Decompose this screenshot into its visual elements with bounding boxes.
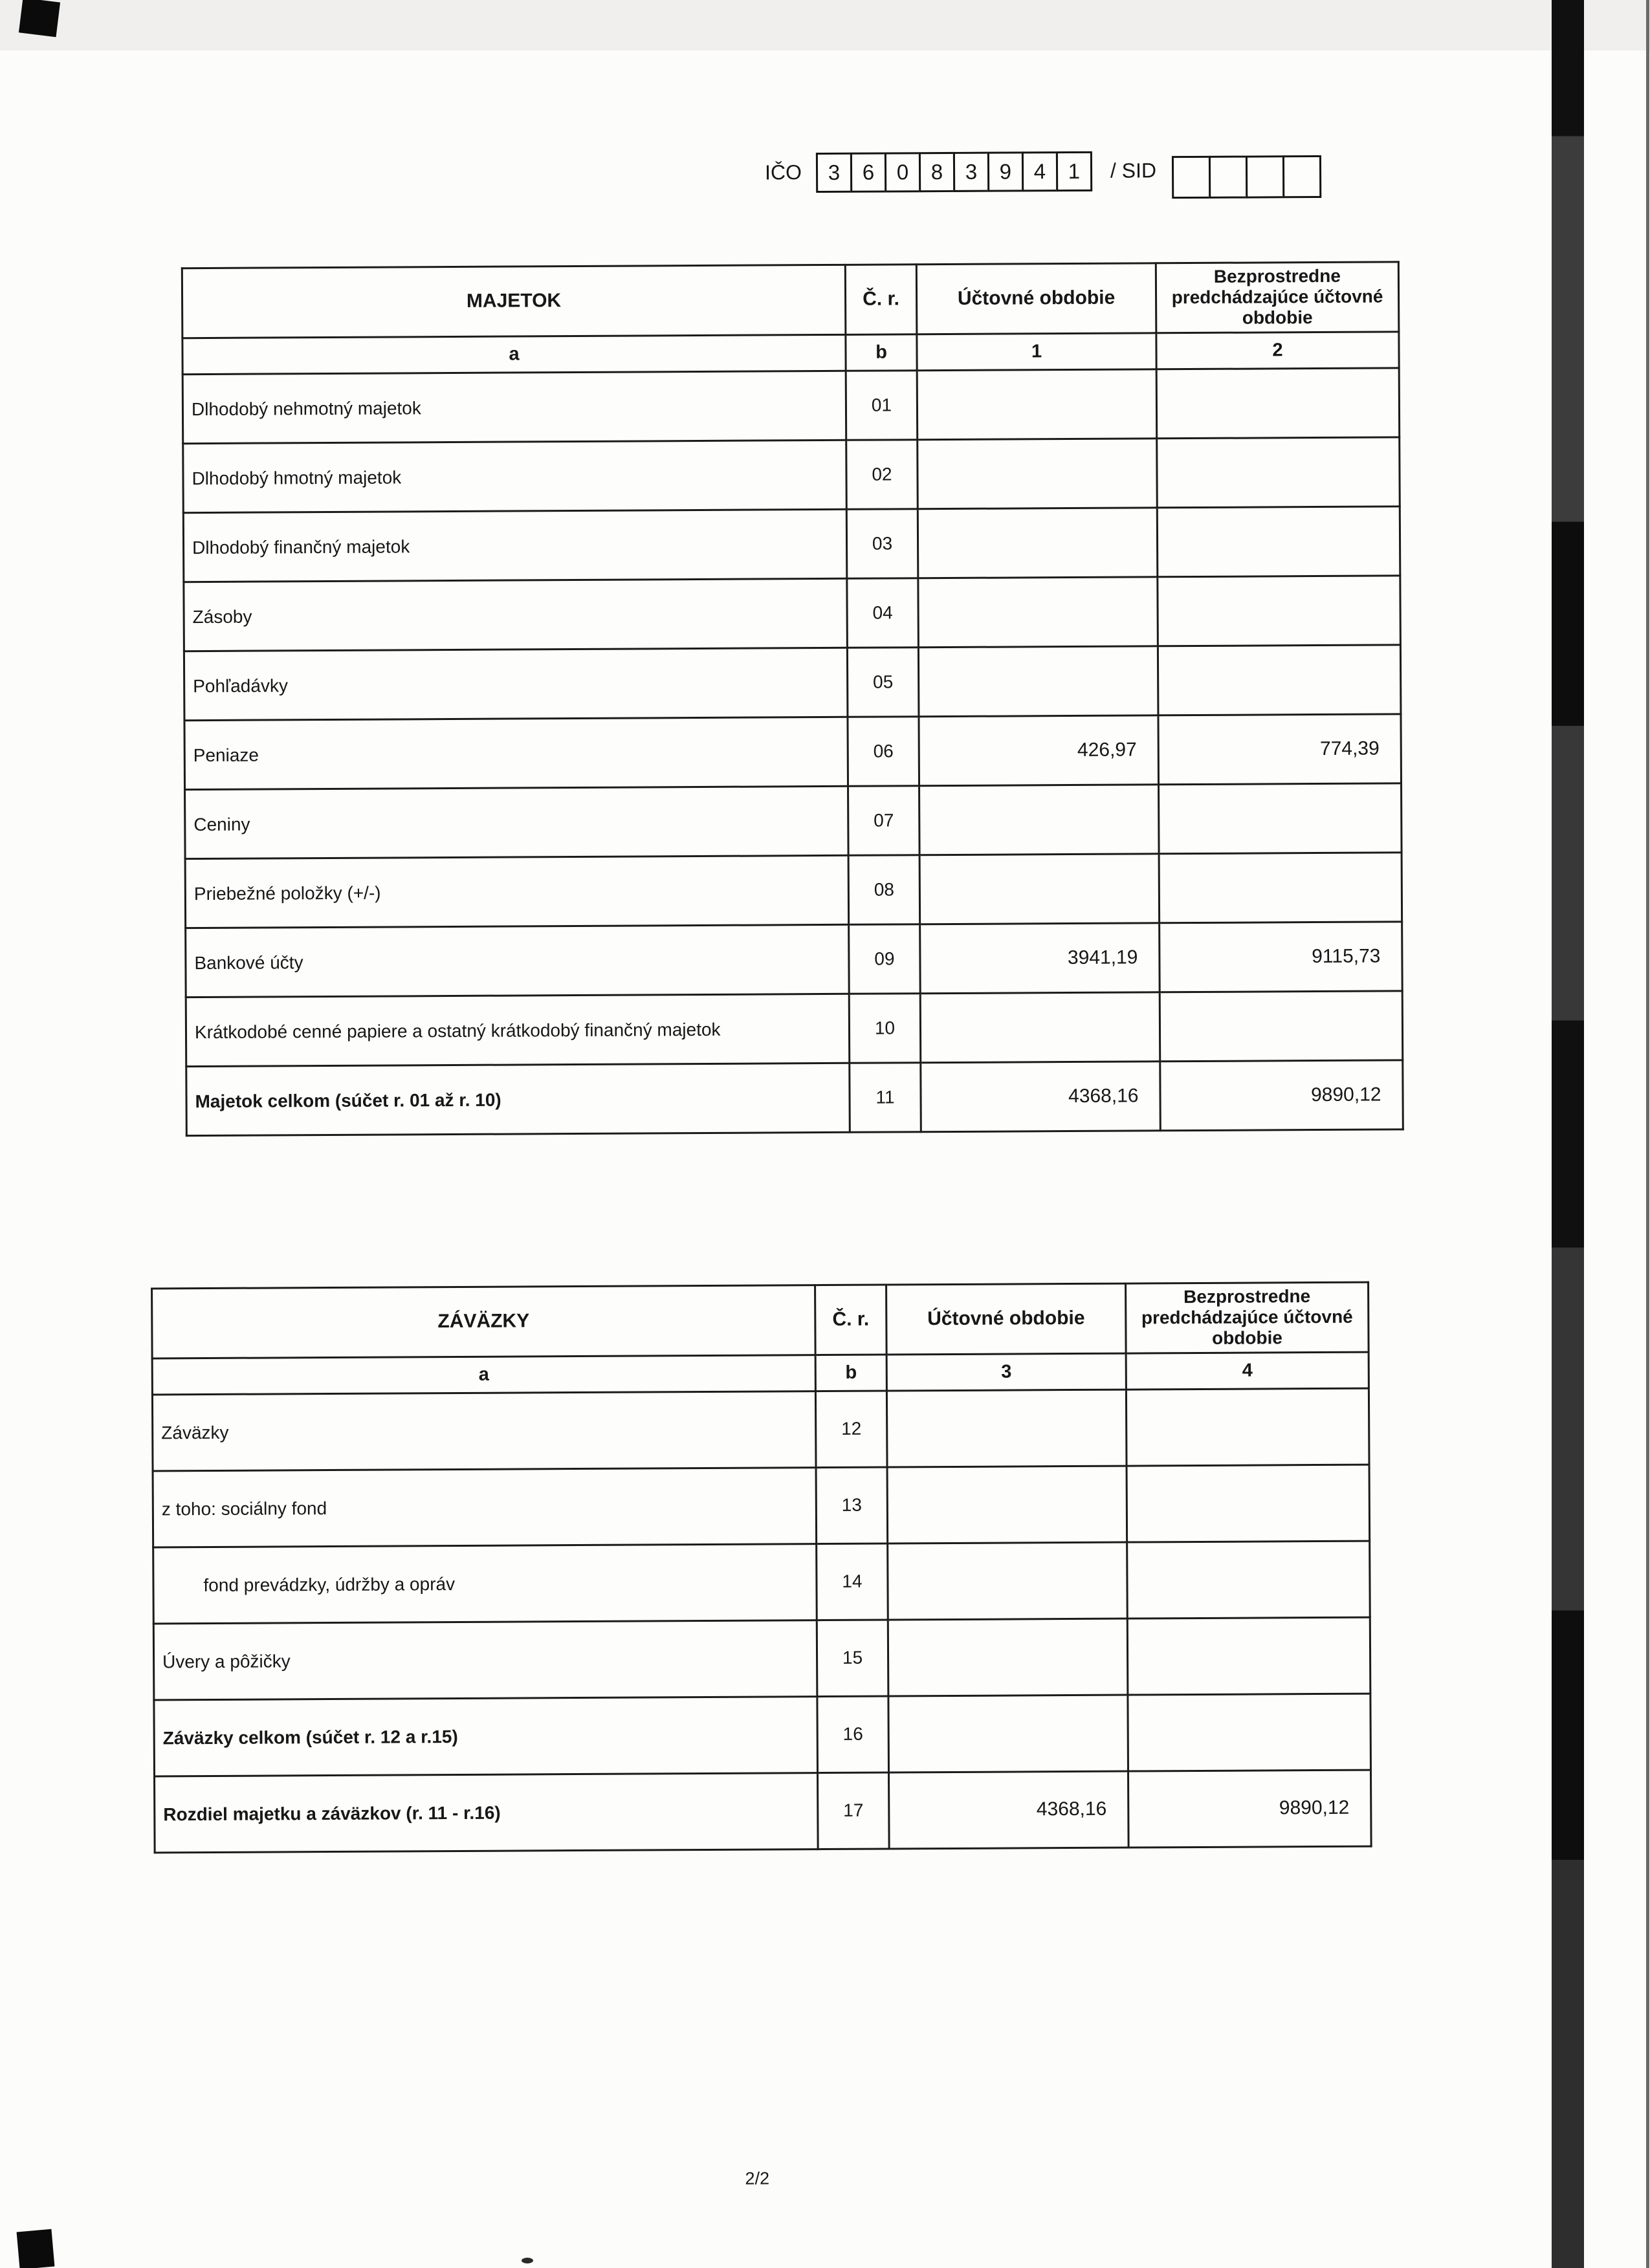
col-header-previous-period: Bezprostredne predchádzajúce účtovné obdobie — [1156, 262, 1399, 333]
ico-digit-box: 8 — [919, 152, 955, 192]
row-label: Pohľadávky — [184, 648, 848, 720]
row-label: Záväzky — [152, 1391, 816, 1470]
zavazky-table — [151, 1281, 1372, 1853]
previous-period-value — [1158, 644, 1401, 715]
current-period-value — [918, 438, 1158, 508]
current-period-value: 4368,16 — [889, 1771, 1129, 1849]
current-period-value — [918, 646, 1158, 716]
table-row — [184, 714, 1402, 789]
row-label: z toho: sociálny fond — [153, 1467, 817, 1547]
row-label: Dlhodobý nehmotný majetok — [182, 371, 846, 443]
table-row — [183, 506, 1400, 582]
current-period-value: 4368,16 — [921, 1061, 1161, 1131]
sid-label: / SID — [1110, 158, 1157, 182]
subheader-b: b — [815, 1355, 886, 1391]
scan-artifact-dot — [522, 2258, 533, 2263]
previous-period-value — [1127, 1617, 1370, 1695]
current-period-value: 3941,19 — [920, 922, 1160, 993]
subheader-a: a — [182, 334, 846, 374]
previous-period-value: 774,39 — [1158, 714, 1402, 784]
previous-period-value — [1128, 1694, 1371, 1771]
col-header-previous-period: Bezprostredne predchádzajúce účtovné obdobie — [1126, 1282, 1369, 1353]
row-number: 11 — [850, 1062, 921, 1132]
table-row — [153, 1541, 1370, 1624]
ico-digit-box: 4 — [1022, 151, 1058, 191]
row-label: Ceniny — [185, 786, 849, 858]
row-label: Rozdiel majetku a záväzkov (r. 11 - r.16) — [155, 1772, 819, 1852]
subheader-row — [152, 1352, 1369, 1395]
ico-digit-boxes — [816, 151, 1092, 193]
row-label: Majetok celkom (súčet r. 01 až r. 10) — [186, 1063, 850, 1135]
table-row — [185, 852, 1402, 928]
current-period-value — [887, 1466, 1127, 1543]
previous-period-value — [1126, 1388, 1369, 1466]
ico-section — [765, 150, 1321, 201]
previous-period-value — [1160, 990, 1403, 1061]
sid-boxes — [1172, 155, 1321, 199]
zavazky-table-body — [152, 1388, 1371, 1853]
ico-digit-box: 6 — [850, 152, 886, 192]
current-period-value — [918, 507, 1158, 578]
subheader-row — [182, 331, 1399, 374]
table-row — [152, 1388, 1369, 1471]
page-number: 2/2 — [745, 2168, 770, 2188]
table-row — [184, 644, 1401, 720]
table-row — [155, 1770, 1372, 1853]
majetok-table — [181, 261, 1404, 1136]
current-period-value — [919, 853, 1160, 924]
sid-box — [1172, 156, 1211, 199]
table-title: MAJETOK — [182, 265, 846, 338]
current-period-value — [888, 1695, 1128, 1772]
table-row — [182, 367, 1400, 443]
row-number: 10 — [849, 993, 921, 1063]
previous-period-value: 9115,73 — [1160, 921, 1403, 992]
row-number: 04 — [847, 578, 919, 648]
row-number: 15 — [817, 1620, 888, 1697]
row-label: Záväzky celkom (súčet r. 12 a r.15) — [154, 1696, 818, 1776]
previous-period-value — [1157, 437, 1400, 507]
ico-label: IČO — [764, 160, 802, 184]
previous-period-value — [1156, 367, 1400, 438]
table-row — [186, 990, 1403, 1066]
row-number: 13 — [816, 1467, 888, 1544]
row-number: 08 — [848, 855, 920, 924]
row-number: 01 — [846, 370, 918, 440]
subheader-a: a — [152, 1355, 815, 1394]
row-label: Zásoby — [184, 578, 848, 651]
ico-digit-box: 0 — [885, 152, 921, 192]
current-period-value — [886, 1390, 1127, 1467]
row-number: 03 — [846, 508, 918, 578]
row-label: fond prevádzky, údržby a opráv — [153, 1543, 817, 1623]
row-number: 06 — [848, 716, 919, 786]
scan-artifact-top-left — [19, 0, 60, 37]
ico-digit-box: 3 — [816, 153, 852, 193]
table-row — [183, 437, 1400, 512]
previous-period-value: 9890,12 — [1160, 1060, 1403, 1130]
current-period-value — [888, 1619, 1128, 1696]
majetok-table-body — [182, 367, 1403, 1135]
table-row — [184, 575, 1401, 651]
subheader-col1: 1 — [917, 333, 1156, 370]
previous-period-value: 9890,12 — [1128, 1770, 1371, 1848]
scan-artifact-edge — [1646, 0, 1649, 2268]
col-header-current-period: Účtovné obdobie — [886, 1283, 1127, 1354]
sid-box — [1282, 155, 1321, 198]
table-row — [186, 1060, 1403, 1135]
row-number: 12 — [815, 1391, 887, 1468]
table-row — [153, 1617, 1370, 1700]
row-number: 09 — [849, 924, 921, 994]
row-number: 07 — [848, 785, 920, 855]
table-row — [153, 1465, 1370, 1547]
header-row — [152, 1282, 1369, 1358]
row-number: 17 — [818, 1772, 890, 1849]
subheader-col3: 3 — [886, 1353, 1126, 1391]
row-number: 02 — [846, 439, 918, 509]
table-title: ZÁVÄZKY — [152, 1285, 816, 1358]
subheader-b: b — [846, 334, 917, 371]
row-label: Bankové účty — [186, 924, 850, 997]
scan-artifact-bottom-left — [17, 2229, 55, 2268]
col-header-row-number: Č. r. — [815, 1285, 887, 1355]
previous-period-value — [1127, 1541, 1370, 1619]
previous-period-value — [1127, 1465, 1370, 1542]
current-period-value — [918, 576, 1158, 647]
col-header-row-number: Č. r. — [845, 265, 917, 334]
current-period-value — [917, 369, 1157, 439]
ico-digit-box: 1 — [1056, 151, 1092, 191]
table-row — [185, 783, 1402, 858]
scan-artifact-strip — [1552, 0, 1584, 2268]
table-row — [186, 921, 1403, 997]
ico-digit-box: 9 — [987, 151, 1024, 191]
row-number: 16 — [817, 1696, 889, 1773]
previous-period-value — [1159, 783, 1402, 853]
ico-digit-box: 3 — [953, 152, 989, 192]
current-period-value — [919, 784, 1160, 855]
row-number: 14 — [817, 1543, 888, 1620]
table-row — [154, 1694, 1371, 1776]
sid-box — [1246, 155, 1284, 198]
row-label: Dlhodobý hmotný majetok — [183, 440, 847, 512]
row-label: Krátkodobé cenné papiere a ostatný krátkodobý finančný majetok — [186, 994, 850, 1066]
current-period-value: 426,97 — [919, 715, 1159, 785]
previous-period-value — [1159, 852, 1402, 922]
row-label: Úvery a pôžičky — [153, 1620, 817, 1699]
previous-period-value — [1157, 506, 1400, 576]
header-row — [182, 262, 1399, 338]
current-period-value — [888, 1542, 1128, 1620]
row-label: Peniaze — [184, 717, 848, 789]
subheader-col4: 4 — [1126, 1352, 1369, 1390]
current-period-value — [920, 992, 1160, 1062]
subheader-col2: 2 — [1156, 331, 1399, 369]
sid-box — [1209, 156, 1248, 199]
col-header-current-period: Účtovné obdobie — [916, 263, 1156, 334]
row-number: 05 — [847, 647, 919, 717]
row-label: Priebežné položky (+/-) — [185, 855, 849, 928]
previous-period-value — [1158, 575, 1401, 646]
row-label: Dlhodobý finančný majetok — [183, 509, 847, 582]
